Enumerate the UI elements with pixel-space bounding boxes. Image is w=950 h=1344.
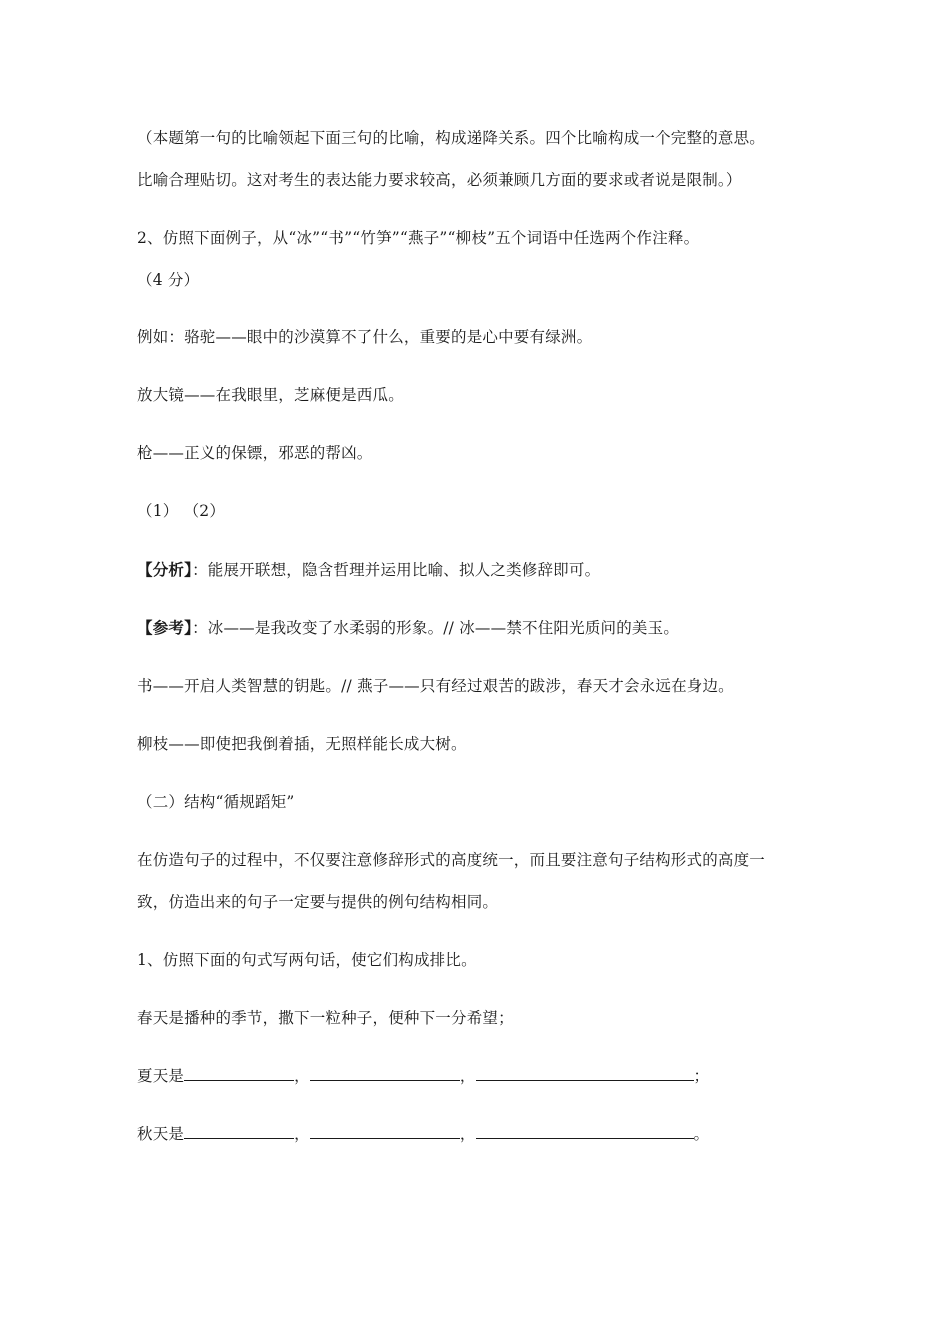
example-gun: 枪——正义的保镖，邪恶的帮凶。 <box>137 444 373 462</box>
reference-text: ：冰——是我改变了水柔弱的形象。// 冰——禁不住阳光质问的美玉。 <box>192 619 680 637</box>
example-spring: 春天是播种的季节，撒下一粒种子，便种下一分希望； <box>137 1009 514 1027</box>
reference-label: 【参考】 <box>137 618 193 637</box>
period: 。 <box>693 1125 710 1143</box>
question-2-score: （4 分） <box>137 271 200 289</box>
comma: ， <box>459 1125 476 1143</box>
autumn-line <box>137 1124 827 1144</box>
comma: ， <box>294 1067 310 1085</box>
section-2-paragraph-line1: 在仿造句子的过程中，不仅要注意修辞形式的高度统一，而且要注意句子结构形式的高度一 <box>137 851 766 869</box>
autumn-blank-1[interactable] <box>184 1124 294 1139</box>
question-2-line1: 2、仿照下面例子，从“冰”“书”“竹笋”“燕子”“柳枝”五个词语中任选两个作注释。 <box>137 229 700 247</box>
summer-line <box>137 1066 827 1086</box>
semicolon: ； <box>693 1067 710 1085</box>
question-1: 1、仿照下面的句式写两句话，使它们构成排比。 <box>137 951 477 969</box>
reference-book-swallow: 书——开启人类智慧的钥匙。// 燕子——只有经过艰苦的跋涉，春天才会永远在身边。 <box>137 677 734 695</box>
autumn-blank-3[interactable] <box>476 1124 694 1139</box>
analysis-text: ：能展开联想，隐含哲理并运用比喻、拟人之类修辞即可。 <box>192 561 601 579</box>
example-magnifier: 放大镜——在我眼里，芝麻便是西瓜。 <box>137 386 404 404</box>
example-camel: 例如：骆驼——眼中的沙漠算不了什么，重要的是心中要有绿洲。 <box>137 328 593 346</box>
summer-blank-2[interactable] <box>310 1066 460 1081</box>
section-2-title: （二）结构“循规蹈矩” <box>137 793 295 811</box>
section-2-paragraph-line2: 致，仿造出来的句子一定要与提供的例句结构相同。 <box>137 893 499 911</box>
paragraph-explanation-line1: （本题第一句的比喻领起下面三句的比喻，构成递降关系。四个比喻构成一个完整的意思。 <box>137 129 766 147</box>
analysis-line <box>137 560 827 580</box>
answer-numbers: （1） （2） <box>137 502 226 520</box>
autumn-blank-2[interactable] <box>310 1124 460 1139</box>
reference-willow: 柳枝——即使把我倒着插，无照样能长成大树。 <box>137 735 467 753</box>
reference-line <box>137 618 827 638</box>
summer-blank-3[interactable] <box>476 1066 694 1081</box>
summer-label: 夏天是 <box>137 1067 185 1085</box>
autumn-label: 秋天是 <box>137 1125 185 1143</box>
comma: ， <box>459 1067 476 1085</box>
comma: ， <box>294 1125 310 1143</box>
paragraph-explanation-line2: 比喻合理贴切。这对考生的表达能力要求较高，必须兼顾几方面的要求或者说是限制。） <box>137 171 742 189</box>
analysis-label: 【分析】 <box>137 560 193 579</box>
summer-blank-1[interactable] <box>184 1066 294 1081</box>
